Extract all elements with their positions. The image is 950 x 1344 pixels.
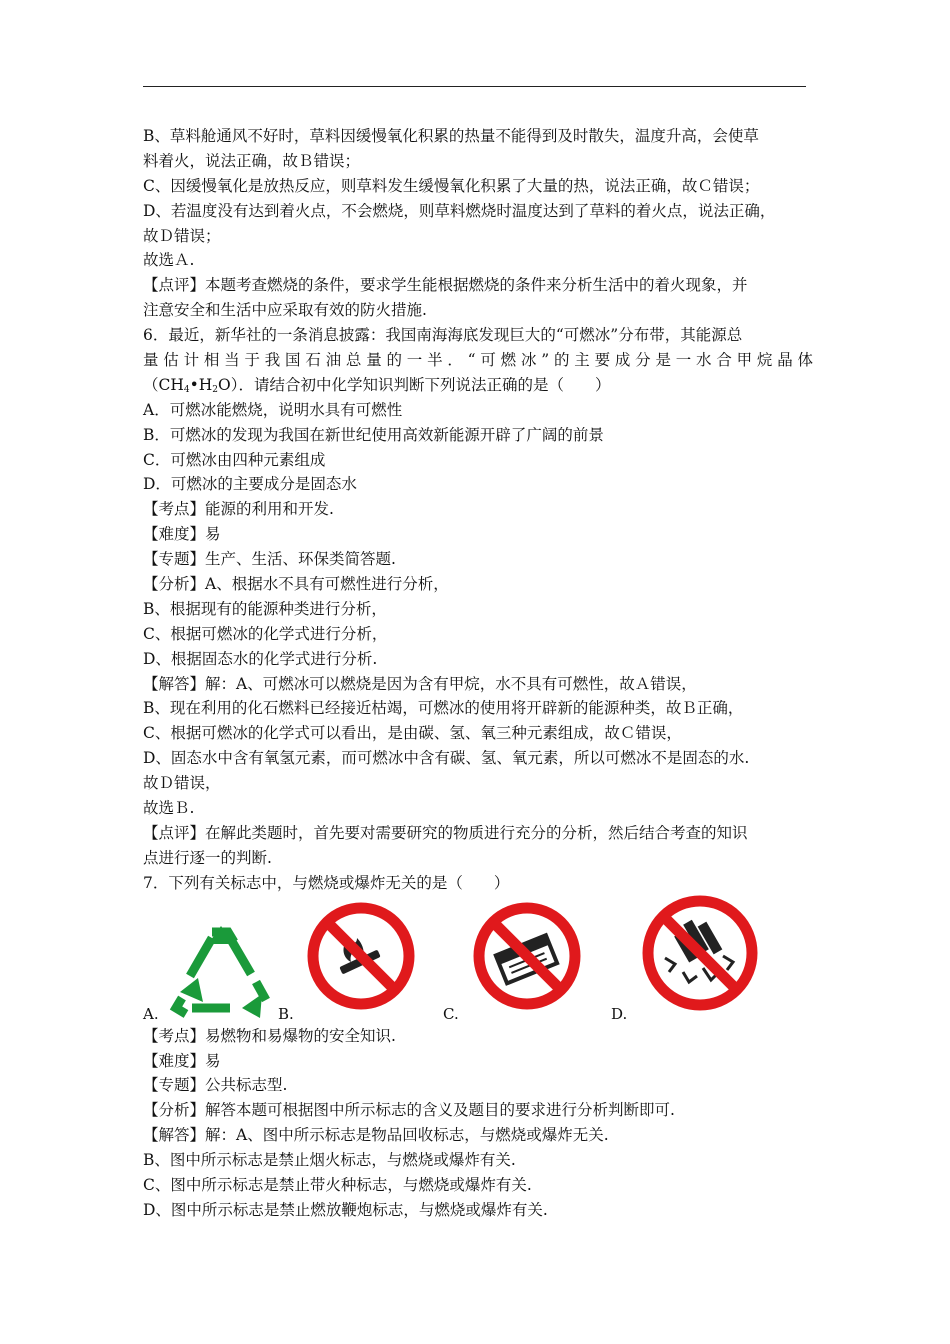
option-b-label: B. <box>278 1004 294 1023</box>
text-line: 点进行逐一的判断. <box>143 848 272 867</box>
text-line: 【分析】A、根据水不具有可燃性进行分析， <box>143 575 449 594</box>
question-7-options <box>143 896 813 1024</box>
text-line: 故选Ｂ. <box>143 799 195 818</box>
text-line: C、图中所示标志是禁止带火种标志，与燃烧或爆炸有关. <box>143 1175 532 1194</box>
text-line: D、图中所示标志是禁止燃放鞭炮标志，与燃烧或爆炸有关. <box>143 1200 548 1219</box>
option-c-label: C. <box>443 1004 459 1023</box>
text-line: 【考点】易燃物和易爆物的安全知识. <box>143 1026 396 1045</box>
text-line: 注意安全和生活中应采取有效的防火措施. <box>143 301 427 320</box>
text-line: D、根据固态水的化学式进行分析. <box>143 649 378 668</box>
text-line: 【难度】易 <box>143 525 221 544</box>
text-line: 【点评】本题考查燃烧的条件，要求学生能根据燃烧的条件来分析生活中的着火现象，并 <box>143 276 748 295</box>
question-6-stem: 6．最近，新华社的一条消息披露：我国南海海底发现巨大的“可燃冰”分布带，其能源总 <box>143 326 743 345</box>
text-line: 料着火，说法正确，故Ｂ错误； <box>143 151 361 170</box>
question-7-stem: 7．下列有关标志中，与燃烧或爆炸无关的是（ ） <box>143 873 510 892</box>
text-line: C、根据可燃冰的化学式可以看出，是由碳、氢、氧三种元素组成，故Ｃ错误， <box>143 724 682 743</box>
recycle-icon <box>168 922 274 1020</box>
text-line: 【解答】解：A、可燃冰可以燃烧是因为含有甲烷，水不具有可燃性，故Ａ错误， <box>143 674 697 693</box>
question-6-stem: 量估计相当于我国石油总量的一半．“可燃冰”的主要成分是一水合甲烷晶体 <box>143 351 813 370</box>
text-line: B、图中所示标志是禁止烟火标志，与燃烧或爆炸有关. <box>143 1151 516 1170</box>
text-line: 【考点】能源的利用和开发. <box>143 500 334 519</box>
document-body <box>143 124 813 1223</box>
text-line: D、若温度没有达到着火点，不会燃烧，则草料燃烧时温度达到了草料的着火点，说法正确， <box>143 201 776 220</box>
text-line: C、根据可燃冰的化学式进行分析， <box>143 624 388 643</box>
formula-line: $(CH_4•H_2O)$．请结合初中化学知识判断下列说法正确的是（ ） <box>143 375 611 395</box>
no-smoking-icon <box>305 900 417 1012</box>
text-line: 【专题】公共标志型. <box>143 1076 288 1095</box>
option-line: C．可燃冰由四种元素组成 <box>143 450 326 469</box>
option-d-label: D. <box>611 1004 628 1023</box>
text-line: 故Ｄ错误； <box>143 226 221 245</box>
text-line: D、固态水中含有氧氢元素，而可燃冰中含有碳、氢、氧元素，所以可燃冰不是固态的水. <box>143 749 750 768</box>
text-line: B、现在利用的化石燃料已经接近枯竭，可燃冰的使用将开辟新的能源种类，故Ｂ正确， <box>143 699 744 718</box>
option-a-label: A. <box>143 1004 159 1023</box>
text-line: B、根据现有的能源种类进行分析， <box>143 599 387 618</box>
header-rule <box>143 86 806 87</box>
option-line: A．可燃冰能燃烧，说明水具有可燃性 <box>143 400 403 419</box>
text-line: 【点评】在解此类题时，首先要对需要研究的物质进行充分的分析，然后结合考查的知识 <box>143 823 748 842</box>
option-line: B．可燃冰的发现为我国在新世纪使用高效新能源开辟了广阔的前景 <box>143 425 604 444</box>
option-line: D．可燃冰的主要成分是固态水 <box>143 475 357 494</box>
text-line: 故Ｄ错误， <box>143 774 221 793</box>
no-matches-icon <box>471 900 583 1012</box>
text-line: 【分析】解答本题可根据图中所示标志的含义及题目的要求进行分析判断即可. <box>143 1101 675 1120</box>
text-line: 【难度】易 <box>143 1051 221 1070</box>
no-firecrackers-icon <box>639 892 761 1014</box>
text-line: 【专题】生产、生活、环保类简答题. <box>143 550 396 569</box>
text-line: 故选Ａ. <box>143 251 195 270</box>
text-line: 【解答】解：A、图中所示标志是物品回收标志，与燃烧或爆炸无关. <box>143 1126 609 1145</box>
text-line: B、草料舱通风不好时，草料因缓慢氧化积累的热量不能得到及时散失，温度升高，会使草 <box>143 127 759 145</box>
text-line: C、因缓慢氧化是放热反应，则草料发生缓慢氧化积累了大量的热，说法正确，故Ｃ错误； <box>143 176 760 195</box>
